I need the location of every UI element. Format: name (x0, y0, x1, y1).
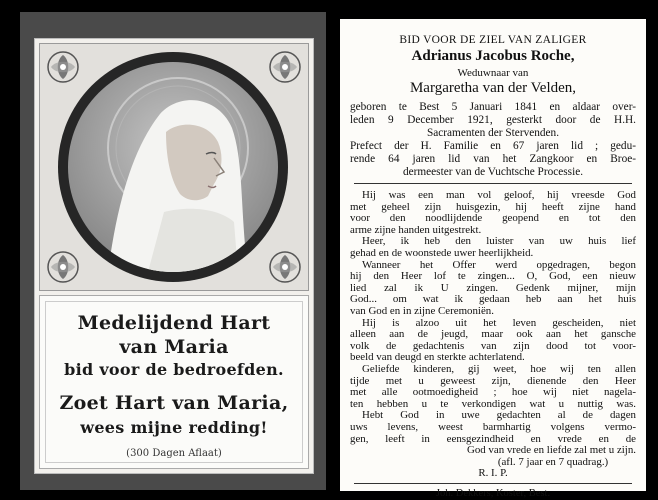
bio-line: leden 9 December 1921, gesterkt door de H.H. (350, 114, 636, 126)
body-line: ten hebben u te verkondigen wat u nuttig was. (350, 397, 636, 410)
body-line: Geliefde kinderen, gij weet, hoe wij ten allen (362, 363, 636, 375)
body-line: met alle ootmoedigheid ; hoe wij niet nagela- (350, 386, 636, 399)
prayer-line-5: wees mijne redding! (80, 418, 268, 437)
bio-line: Sacramenten der Stervenden. (426, 127, 560, 139)
body-line: Wanneer het Offer werd opgedragen, begon (362, 258, 636, 271)
picture-card-frame (34, 38, 314, 474)
body-line: God... om wat ik gedaan heb aan het huis (350, 293, 636, 306)
rip: R. I. P. (478, 467, 508, 480)
body-line: lied zal ik U zingen. Gedenk mijner, mijn (350, 281, 636, 294)
body-line: van God en in zijne Ceremoniën. (350, 305, 494, 317)
bio-line: geboren te Best 5 Januari 1841 en aldaar over- (350, 101, 636, 113)
body-line: gen, leeft in eensgezindheid en vrede en de (350, 432, 636, 445)
body-line: alleen aan de jeugd, maar ook aan het gansche (350, 328, 636, 341)
spouse-name: Margaretha van der Velden, (409, 80, 577, 96)
body-line: arme zijne handen uitgestrekt. (350, 223, 482, 236)
body-line: Hij is alzoo uit het leven gescheiden, niet (362, 316, 636, 329)
prayer-line-2: van Maria (119, 336, 229, 358)
printer-credit: Joh. Dekkers, Koster, Best. (435, 488, 551, 499)
prayer-line-3: bid voor de bedroefden. (64, 360, 284, 379)
body-line: uws levens, weest barmhartig volgens vermo- (350, 421, 636, 433)
body-line: Hebt God in uwe gedachten al de dagen (362, 409, 636, 422)
indulgence-note: (300 Dagen Aflaat) (126, 448, 222, 459)
prayer-panel (39, 295, 309, 469)
bio-line: dermeester van de Vuchtsche Processie. (402, 166, 584, 178)
body-line: volk de gedachtenis van zijn dood tot voor- (350, 339, 636, 352)
body-line: Heer, ik heb den luister van uw huis lief (362, 235, 636, 248)
widower-of: Weduwnaar van (457, 67, 529, 79)
body-line: tijde met u geweest zijn, dienende den Heer (350, 374, 636, 387)
divider (354, 183, 632, 184)
body-line: beeld van deugd en sterkte achterlatend. (350, 351, 525, 364)
indulgence-note: (afl. 7 jaar en 7 quadrag.) (497, 455, 609, 468)
prayer-line-1: Medelijdend Hart (77, 312, 271, 334)
body-line: God van vrede en liefde zal met u zijn. (466, 444, 636, 457)
deceased-name: Adrianus Jacobus Roche, (411, 48, 575, 64)
bio-line: rende 64 jaren lid van het Zangkoor en Broe- (350, 153, 636, 165)
virgin-mary-medallion (68, 62, 278, 272)
heading: BID VOOR DE ZIEL VAN ZALIGER (399, 34, 587, 46)
virgin-mary-portrait (68, 62, 278, 272)
body-line: hij den Heer lof te zingen... O, God, een nieuw (350, 270, 636, 283)
divider (354, 483, 632, 484)
body-line: voor den noodlijdende geopend en tot den (350, 212, 636, 225)
body-line: gehad en de woonstede uwer heerlijkheid. (350, 247, 534, 259)
memorial-text-card (340, 19, 646, 499)
image-panel (39, 43, 309, 291)
body-line: Hij was een man vol geloof, hij vreesde God (362, 189, 636, 201)
body-line: met geheel zijn huisgezin, hij heeft zijne hand (350, 200, 636, 213)
prayer-line-4: Zoet Hart van Maria, (59, 392, 289, 414)
devotional-picture-card (20, 12, 326, 490)
bio-line: Prefect der H. Familie en 67 jaren lid ; gedu- (350, 140, 636, 152)
